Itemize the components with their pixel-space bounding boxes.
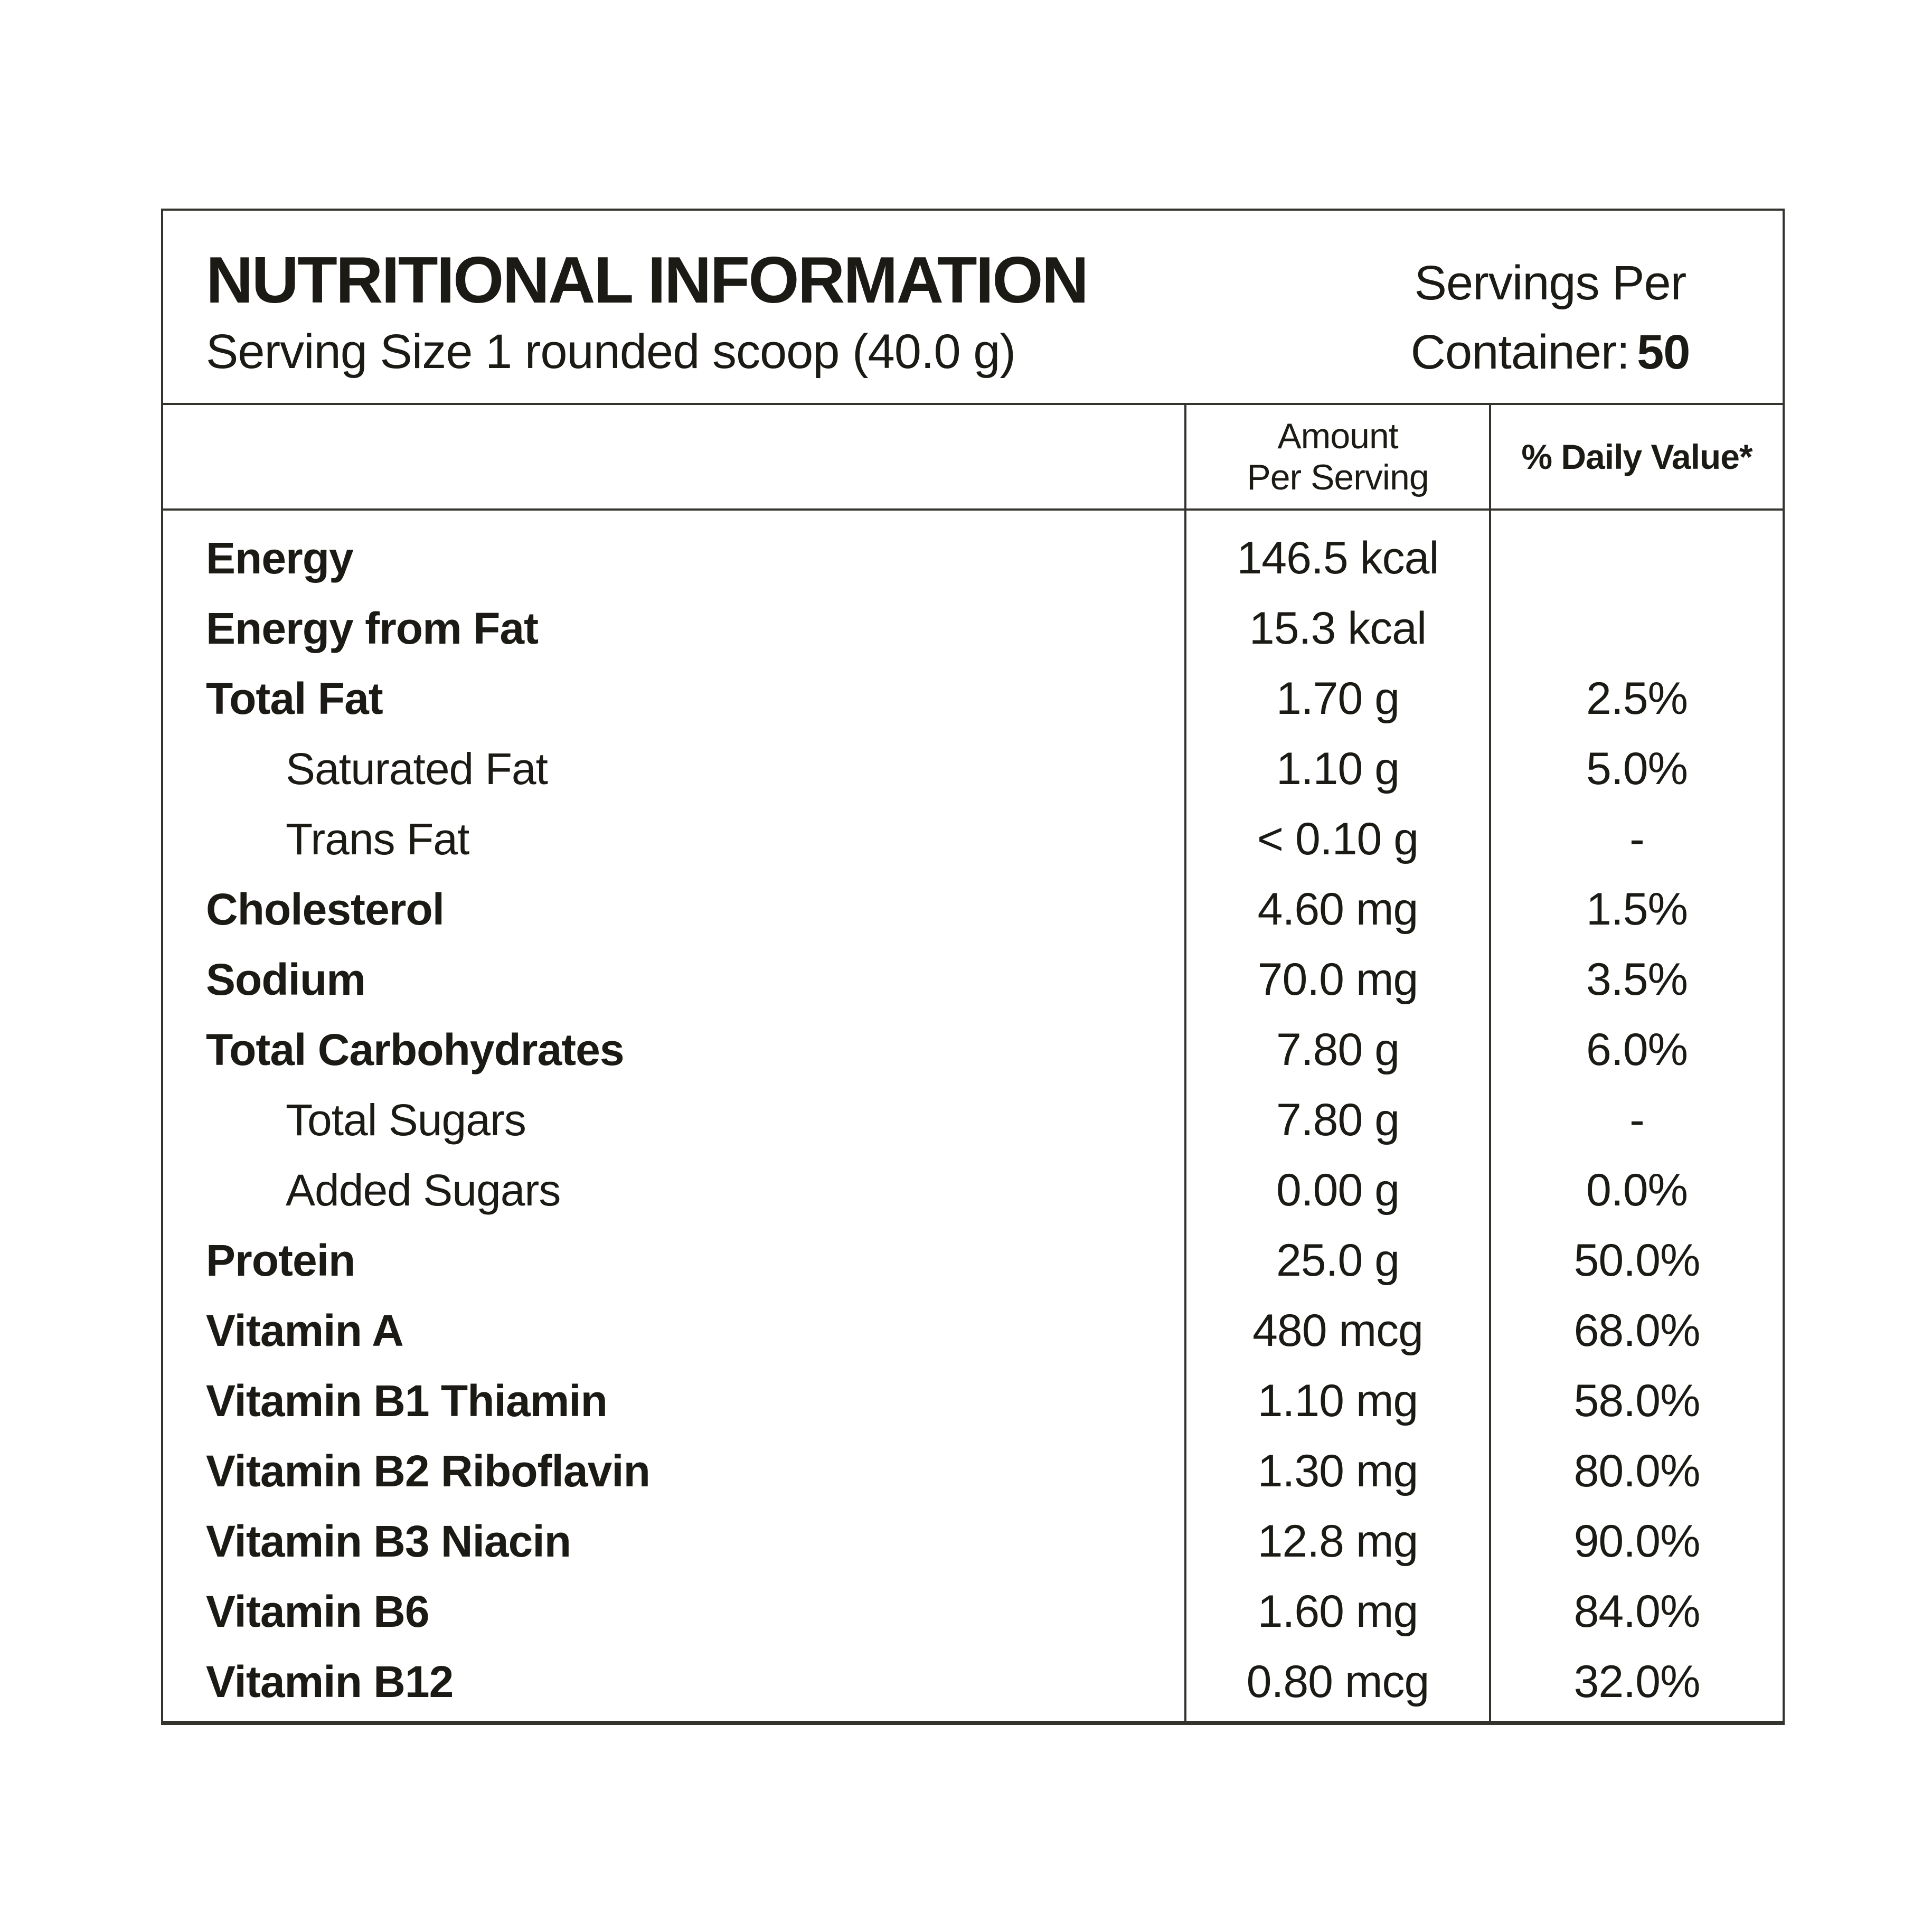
amount-vitamin-b3: 12.8 mg bbox=[1257, 1516, 1418, 1567]
dv-energy bbox=[1491, 523, 1783, 593]
dv-vitamin-b1: 58.0% bbox=[1573, 1375, 1700, 1426]
amount-energy-from-fat: 15.3 kcal bbox=[1249, 603, 1427, 654]
dv-total-carbohydrates: 6.0% bbox=[1586, 1024, 1688, 1075]
dv-total-fat: 2.5% bbox=[1586, 673, 1688, 724]
nutrient-label-column bbox=[163, 511, 1184, 1721]
amount-total-sugars: 7.80 g bbox=[1276, 1095, 1400, 1145]
amount-header-line1: Amount bbox=[1277, 416, 1398, 456]
label-vitamin-b1: Vitamin B1 Thiamin bbox=[206, 1376, 607, 1426]
label-saturated-fat: Saturated Fat bbox=[286, 744, 548, 794]
label-energy: Energy bbox=[206, 533, 353, 583]
servings-line2 bbox=[1344, 318, 1756, 387]
dv-added-sugars: 0.0% bbox=[1586, 1165, 1688, 1215]
label-added-sugars: Added Sugars bbox=[286, 1165, 561, 1215]
label-sodium: Sodium bbox=[206, 955, 365, 1004]
amount-total-carbohydrates: 7.80 g bbox=[1276, 1024, 1400, 1075]
amount-vitamin-a: 480 mcg bbox=[1252, 1305, 1423, 1356]
title-block bbox=[163, 211, 1344, 403]
dv-total-sugars: - bbox=[1629, 1095, 1644, 1145]
dv-vitamin-b3: 90.0% bbox=[1573, 1516, 1700, 1567]
amount-saturated-fat: 1.10 g bbox=[1276, 743, 1400, 794]
label-total-carbohydrates: Total Carbohydrates bbox=[206, 1025, 624, 1075]
amount-vitamin-b6: 1.60 mg bbox=[1257, 1586, 1418, 1637]
dv-vitamin-b12: 32.0% bbox=[1573, 1656, 1700, 1707]
page-title: NUTRITIONAL INFORMATION bbox=[206, 244, 1088, 317]
servings-count: 50 bbox=[1637, 325, 1690, 379]
daily-value-column bbox=[1491, 511, 1783, 1721]
dv-trans-fat: - bbox=[1629, 814, 1644, 864]
amount-vitamin-b2: 1.30 mg bbox=[1257, 1446, 1418, 1496]
serving-size-text: Serving Size 1 rounded scoop (40.0 g) bbox=[206, 324, 1016, 379]
dv-protein: 50.0% bbox=[1573, 1235, 1700, 1286]
label-total-fat: Total Fat bbox=[206, 674, 383, 723]
label-vitamin-b6: Vitamin B6 bbox=[206, 1587, 429, 1636]
amount-protein: 25.0 g bbox=[1276, 1235, 1400, 1286]
dv-cholesterol: 1.5% bbox=[1586, 884, 1688, 935]
amount-added-sugars: 0.00 g bbox=[1276, 1165, 1400, 1215]
amount-vitamin-b12: 0.80 mcg bbox=[1246, 1656, 1429, 1707]
servings-line2-label: Container: bbox=[1410, 325, 1630, 379]
servings-line1: Servings Per bbox=[1414, 256, 1686, 310]
nutrition-label bbox=[161, 209, 1785, 1725]
amount-trans-fat: < 0.10 g bbox=[1257, 814, 1419, 864]
nutrient-table bbox=[163, 511, 1783, 1721]
amount-energy: 146.5 kcal bbox=[1237, 533, 1439, 583]
amount-total-fat: 1.70 g bbox=[1276, 673, 1400, 724]
servings-per-container bbox=[1344, 211, 1756, 403]
amount-header-line2: Per Serving bbox=[1247, 457, 1429, 497]
label-vitamin-b12: Vitamin B12 bbox=[206, 1657, 454, 1707]
dv-vitamin-a: 68.0% bbox=[1573, 1305, 1700, 1356]
title-row bbox=[163, 211, 1783, 403]
column-header-daily-value: % Daily Value* bbox=[1521, 437, 1752, 476]
dv-energy-from-fat bbox=[1491, 593, 1783, 664]
label-vitamin-a: Vitamin A bbox=[206, 1306, 403, 1355]
label-trans-fat: Trans Fat bbox=[286, 814, 469, 864]
label-vitamin-b2: Vitamin B2 Riboflavin bbox=[206, 1446, 650, 1496]
amount-sodium: 70.0 mg bbox=[1257, 954, 1418, 1005]
column-header-amount bbox=[1184, 405, 1491, 508]
label-vitamin-b3: Vitamin B3 Niacin bbox=[206, 1516, 571, 1566]
label-total-sugars: Total Sugars bbox=[286, 1095, 526, 1145]
dv-saturated-fat: 5.0% bbox=[1586, 743, 1688, 794]
column-header-spacer bbox=[163, 405, 1184, 508]
label-cholesterol: Cholesterol bbox=[206, 884, 445, 934]
dv-vitamin-b2: 80.0% bbox=[1573, 1446, 1700, 1496]
column-header-row bbox=[163, 403, 1783, 511]
amount-column bbox=[1184, 511, 1491, 1721]
dv-vitamin-b6: 84.0% bbox=[1573, 1586, 1700, 1637]
label-protein: Protein bbox=[206, 1236, 355, 1285]
amount-cholesterol: 4.60 mg bbox=[1257, 884, 1418, 935]
amount-vitamin-b1: 1.10 mg bbox=[1257, 1375, 1418, 1426]
dv-sodium: 3.5% bbox=[1586, 954, 1688, 1005]
label-energy-from-fat: Energy from Fat bbox=[206, 604, 539, 653]
